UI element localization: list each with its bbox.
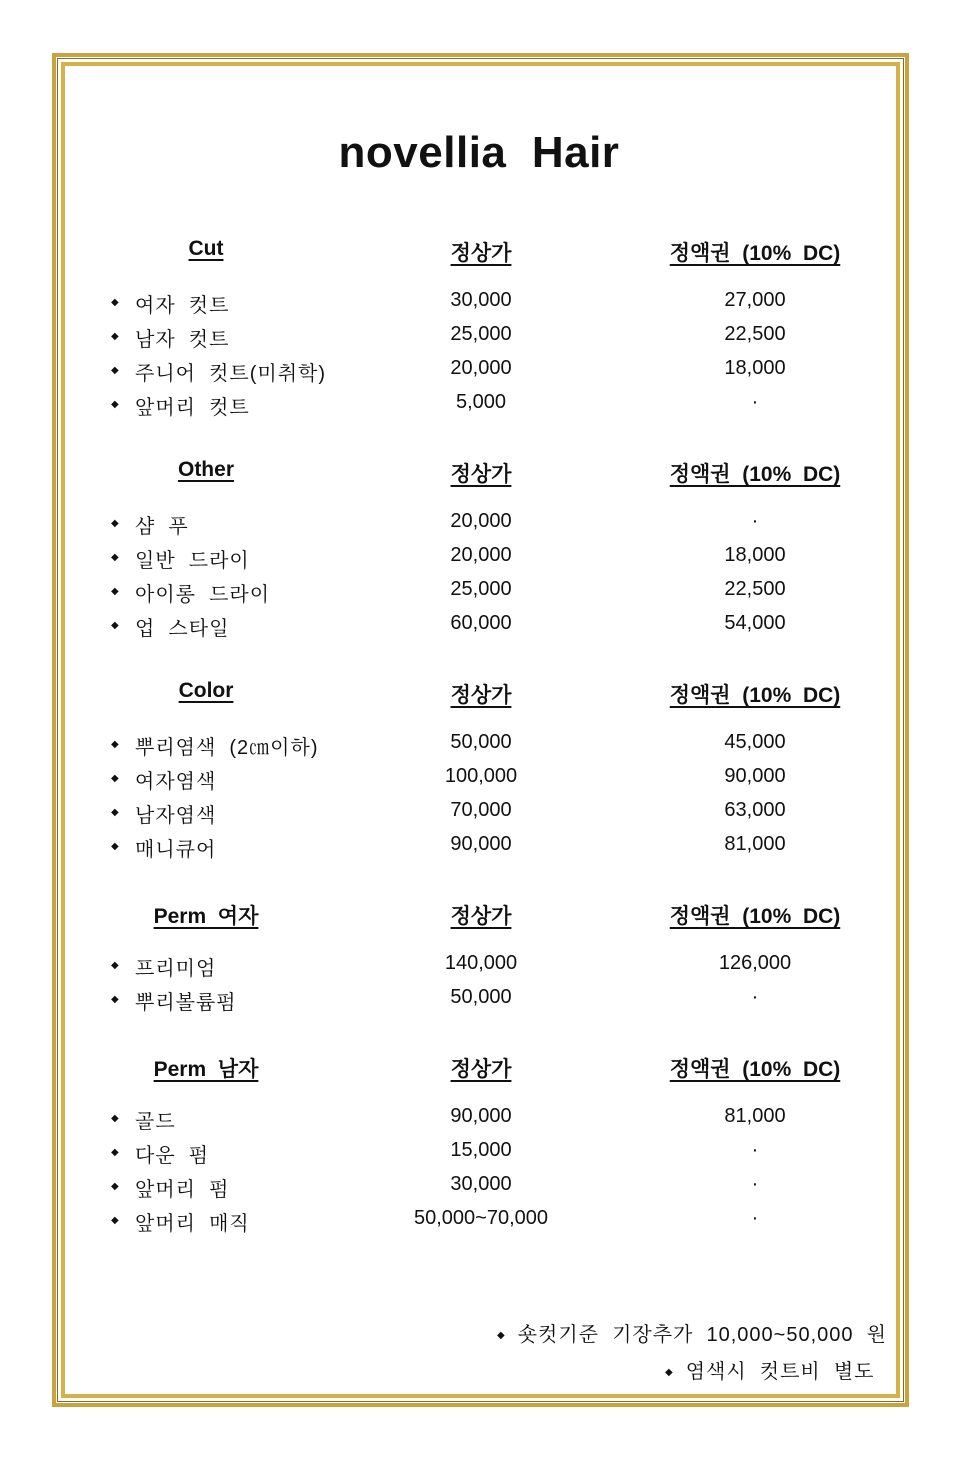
bullet-icon: ◆ xyxy=(111,773,119,784)
service-name: 뿌리염색 (2㎝이하) xyxy=(135,737,319,759)
list-item xyxy=(0,833,958,867)
discount-price: · xyxy=(751,1139,759,1161)
discount-price-header: 정액권 (10% DC) xyxy=(669,905,841,928)
list-item xyxy=(0,731,958,765)
regular-price-header: 정상가 xyxy=(450,905,512,928)
discount-price: · xyxy=(751,986,759,1008)
regular-price: 20,000 xyxy=(450,544,512,566)
bullet-icon: ◆ xyxy=(111,960,119,971)
discount-price-header: 정액권 (10% DC) xyxy=(669,684,841,707)
discount-price: · xyxy=(751,391,759,413)
section-category-header: Perm 여자 xyxy=(153,905,259,928)
list-item xyxy=(0,986,958,1020)
bullet-icon: ◆ xyxy=(111,1181,119,1192)
bullet-icon: ◆ xyxy=(111,365,119,376)
regular-price: 90,000 xyxy=(450,1105,512,1127)
list-item xyxy=(0,323,958,357)
discount-price: 22,500 xyxy=(724,323,786,345)
bullet-icon: ◆ xyxy=(111,552,119,563)
service-name: 앞머리 매직 xyxy=(135,1213,250,1235)
list-item xyxy=(0,612,958,646)
list-item xyxy=(0,357,958,391)
note-bullet-icon: ◆ xyxy=(665,1367,674,1378)
list-item xyxy=(0,799,958,833)
discount-price: 90,000 xyxy=(724,765,786,787)
list-item xyxy=(0,289,958,323)
bullet-icon: ◆ xyxy=(111,807,119,818)
discount-price: 81,000 xyxy=(724,1105,786,1127)
discount-price: 63,000 xyxy=(724,799,786,821)
regular-price: 50,000 xyxy=(450,986,512,1008)
discount-price: 54,000 xyxy=(724,612,786,634)
bullet-icon: ◆ xyxy=(111,297,119,308)
section-category-header: Color xyxy=(178,679,234,702)
regular-price: 90,000 xyxy=(450,833,512,855)
regular-price: 5,000 xyxy=(455,391,507,413)
bullet-icon: ◆ xyxy=(111,841,119,852)
discount-price: 18,000 xyxy=(724,357,786,379)
bullet-icon: ◆ xyxy=(111,399,119,410)
service-name: 남자염색 xyxy=(135,805,217,827)
bullet-icon: ◆ xyxy=(111,620,119,631)
service-name: 여자염색 xyxy=(135,771,217,793)
service-name: 골드 xyxy=(135,1111,176,1133)
service-name: 아이롱 드라이 xyxy=(135,584,271,606)
service-name: 다운 펌 xyxy=(135,1145,210,1167)
list-item xyxy=(0,1173,958,1207)
bullet-icon: ◆ xyxy=(111,994,119,1005)
service-name: 매니큐어 xyxy=(135,839,217,861)
regular-price: 60,000 xyxy=(450,612,512,634)
regular-price: 20,000 xyxy=(450,510,512,532)
discount-price: 45,000 xyxy=(724,731,786,753)
regular-price: 50,000~70,000 xyxy=(413,1207,549,1229)
section-category-header: Cut xyxy=(188,237,224,260)
section-category-header: Other xyxy=(177,458,234,481)
service-name: 일반 드라이 xyxy=(135,550,250,572)
discount-price-header: 정액권 (10% DC) xyxy=(669,242,841,265)
bullet-icon: ◆ xyxy=(111,1215,119,1226)
discount-price: · xyxy=(751,510,759,532)
bullet-icon: ◆ xyxy=(111,1113,119,1124)
regular-price: 100,000 xyxy=(444,765,518,787)
list-item xyxy=(0,1207,958,1241)
bullet-icon: ◆ xyxy=(111,331,119,342)
service-name: 주니어 컷트(미취학) xyxy=(135,363,326,385)
list-item xyxy=(0,391,958,425)
note-bullet-icon: ◆ xyxy=(497,1330,506,1341)
regular-price-header: 정상가 xyxy=(450,242,512,265)
bullet-icon: ◆ xyxy=(111,518,119,529)
regular-price-header: 정상가 xyxy=(450,1058,512,1081)
list-item xyxy=(0,765,958,799)
section-category-header: Perm 남자 xyxy=(153,1058,259,1081)
discount-price-header: 정액권 (10% DC) xyxy=(669,1058,841,1081)
regular-price-header: 정상가 xyxy=(450,684,512,707)
discount-price: 18,000 xyxy=(724,544,786,566)
discount-price: · xyxy=(751,1173,759,1195)
service-name: 남자 컷트 xyxy=(135,329,230,351)
note-color-cut-fee xyxy=(665,1355,875,1384)
service-name: 샴 푸 xyxy=(135,516,189,538)
service-name: 업 스타일 xyxy=(135,618,230,640)
service-name: 뿌리볼륨펌 xyxy=(135,992,237,1014)
note-text: 염색시 컷트비 별도 xyxy=(685,1361,875,1383)
discount-price: · xyxy=(751,1207,759,1229)
service-name: 여자 컷트 xyxy=(135,295,230,317)
regular-price: 25,000 xyxy=(450,323,512,345)
list-item xyxy=(0,1105,958,1139)
regular-price: 30,000 xyxy=(450,1173,512,1195)
discount-price: 81,000 xyxy=(724,833,786,855)
discount-price-header: 정액권 (10% DC) xyxy=(669,463,841,486)
list-item xyxy=(0,952,958,986)
bullet-icon: ◆ xyxy=(111,739,119,750)
regular-price: 25,000 xyxy=(450,578,512,600)
discount-price: 22,500 xyxy=(724,578,786,600)
note-text: 숏컷기준 기장추가 10,000~50,000 원 xyxy=(517,1324,887,1346)
discount-price: 27,000 xyxy=(724,289,786,311)
regular-price: 30,000 xyxy=(450,289,512,311)
note-cut-length xyxy=(497,1318,887,1347)
list-item xyxy=(0,510,958,544)
service-name: 앞머리 컷트 xyxy=(135,397,250,419)
regular-price: 15,000 xyxy=(450,1139,512,1161)
service-name: 프리미엄 xyxy=(135,958,217,980)
regular-price: 50,000 xyxy=(450,731,512,753)
list-item xyxy=(0,578,958,612)
bullet-icon: ◆ xyxy=(111,1147,119,1158)
discount-price: 126,000 xyxy=(718,952,792,974)
service-name: 앞머리 펌 xyxy=(135,1179,230,1201)
regular-price: 140,000 xyxy=(444,952,518,974)
list-item xyxy=(0,1139,958,1173)
regular-price-header: 정상가 xyxy=(450,463,512,486)
list-item xyxy=(0,544,958,578)
regular-price: 20,000 xyxy=(450,357,512,379)
page-title: novellia Hair xyxy=(338,128,620,177)
bullet-icon: ◆ xyxy=(111,586,119,597)
regular-price: 70,000 xyxy=(450,799,512,821)
